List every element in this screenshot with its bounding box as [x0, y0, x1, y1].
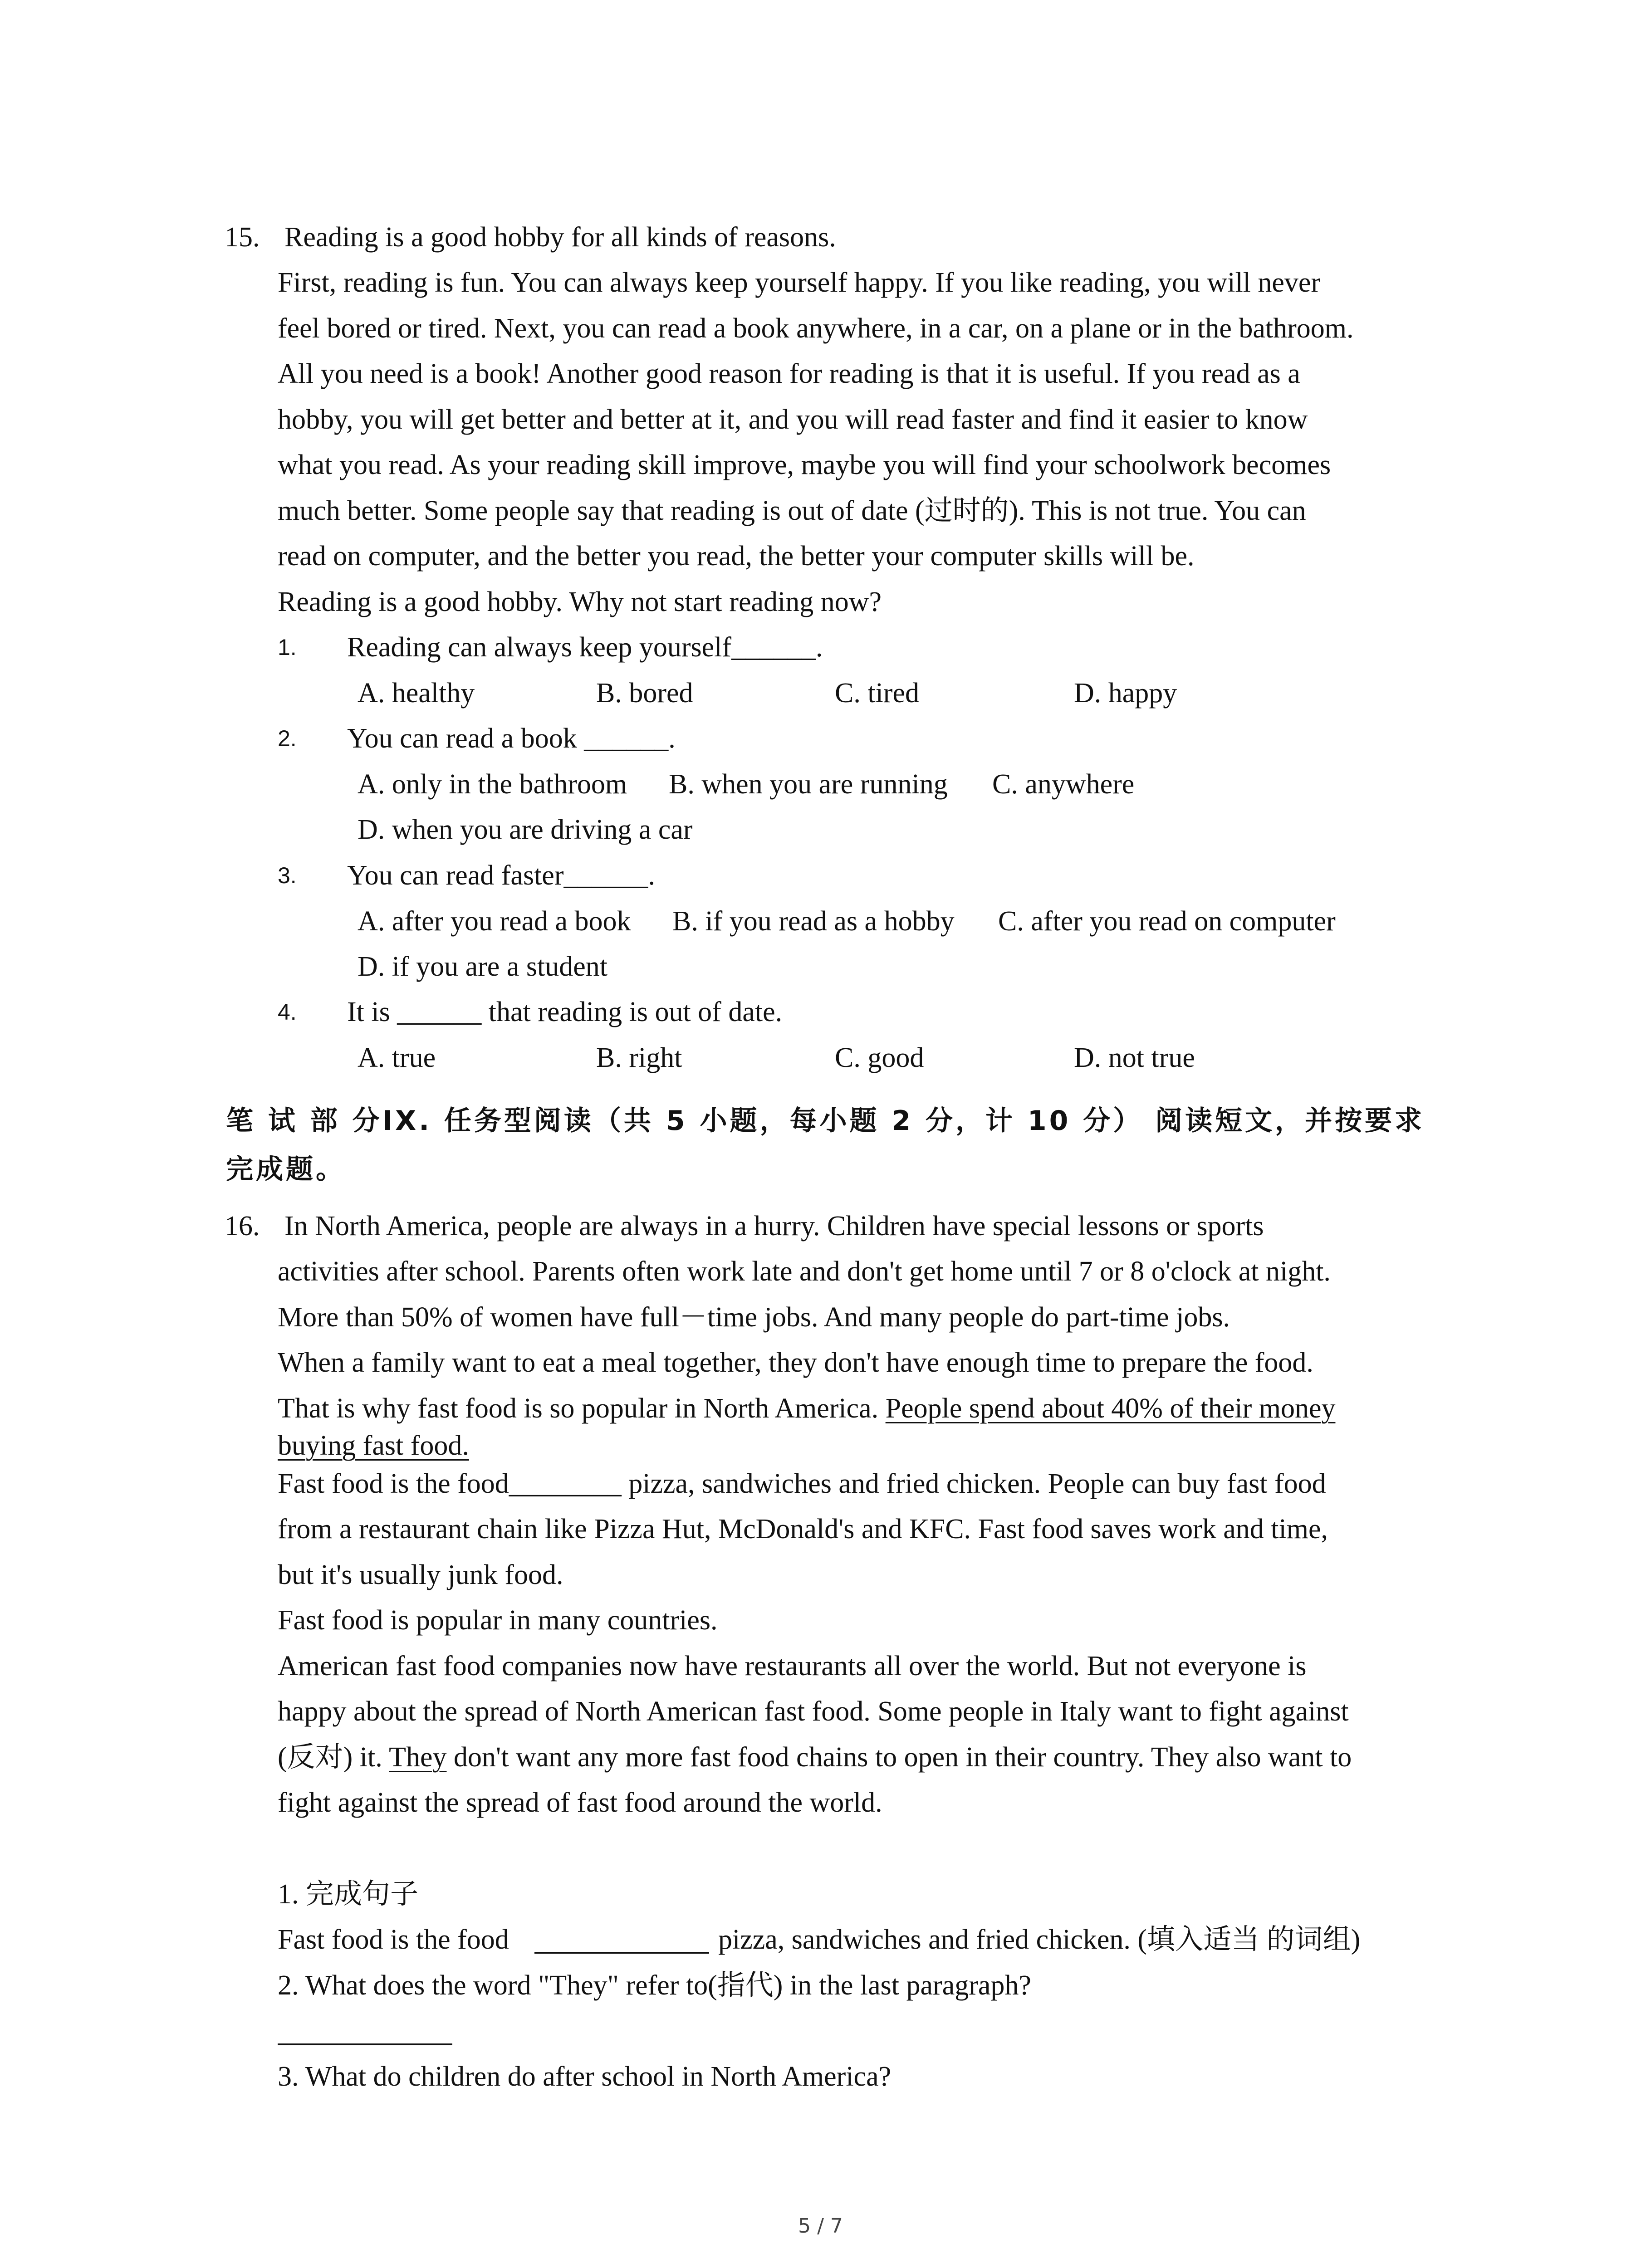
q16-passage-line: but it's usually junk food.: [278, 1559, 563, 1590]
q15-passage-line: hobby, you will get better and better at it, and you will read faster and find it easier to know: [278, 404, 1308, 435]
q16-passage-line: Fast food is the food________ pizza, sandwiches and fried chicken. People can buy fast food: [278, 1468, 1326, 1499]
q15-sub3-option-c: C. after you read on computer: [998, 906, 1336, 937]
q16-passage-line: More than 50% of women have full－time jobs. And many people do part-time jobs.: [278, 1302, 1230, 1333]
q15-passage-line: Reading is a good hobby. Why not start reading now?: [278, 587, 882, 617]
q16-passage-text: That is why fast food is so popular in North America.: [278, 1393, 879, 1424]
q15-sub2-option-a: A. only in the bathroom: [358, 769, 627, 800]
page-number: 5 / 7: [798, 2214, 843, 2238]
q16-passage-line: [278, 1394, 1335, 1422]
q16-passage-line: Fast food is popular in many countries.: [278, 1605, 718, 1636]
q15-passage-line: read on computer, and the better you read, the better your computer skills will be.: [278, 541, 1195, 572]
q15-sub4-option-a: A. true: [358, 1042, 436, 1073]
section-header-cont: 完成题。: [226, 1154, 346, 1185]
q15-sub1-option-d: D. happy: [1074, 678, 1177, 709]
task-1-sentence-start: Fast food is the food: [278, 1924, 509, 1955]
q15-sub4-option-b: B. right: [596, 1042, 682, 1073]
q15-sub4-number: 4.: [278, 999, 297, 1025]
q16-passage-line: [278, 1743, 1352, 1771]
task-1-sentence-end: pizza, sandwiches and fried chicken. (填入适当 的词组): [718, 1924, 1361, 1955]
q15-sub1-option-b: B. bored: [596, 678, 693, 709]
q15-sub2-number: 2.: [278, 726, 297, 751]
q15-sub4-option-c: C. good: [835, 1042, 924, 1073]
q16-passage-line: American fast food companies now have restaurants all over the world. But not everyone is: [278, 1651, 1307, 1681]
q16-underlined-sentence: People spend about 40% of their money: [885, 1393, 1336, 1424]
q15-sub4-option-d: D. not true: [1074, 1042, 1195, 1073]
q16-underlined-sentence-cont: buying fast food.: [278, 1430, 469, 1461]
task-1-answer-blank[interactable]: [534, 1952, 709, 1954]
task-1-title: 1. 完成句子: [278, 1879, 419, 1910]
q16-passage-line: When a family want to eat a meal together, they don't have enough time to prepare the food.: [278, 1347, 1313, 1378]
q15-passage-line: feel bored or tired. Next, you can read a book anywhere, in a car, on a plane or in the bathroom.: [278, 313, 1354, 344]
q15-sub1-option-c: C. tired: [835, 678, 919, 709]
q16-passage-text: (反对) it.: [278, 1742, 382, 1773]
q16-passage-line: happy about the spread of North American fast food. Some people in Italy want to fight against: [278, 1696, 1349, 1727]
q15-sub1-option-a: A. healthy: [358, 678, 475, 709]
q16-passage-line: fight against the spread of fast food around the world.: [278, 1787, 882, 1818]
q15-passage-line: Reading is a good hobby for all kinds of reasons.: [284, 222, 836, 253]
q15-sub3-option-d: D. if you are a student: [358, 951, 607, 982]
q16-underlined-they: They: [389, 1742, 447, 1773]
q15-sub4-text: It is ______ that reading is out of date.: [347, 997, 783, 1027]
q15-passage-line: First, reading is fun. You can always keep yourself happy. If you like reading, you will never: [278, 267, 1321, 298]
q15-sub2-option-c: C. anywhere: [992, 769, 1135, 800]
q15-sub1-text: Reading can always keep yourself______.: [347, 632, 823, 663]
q16-passage-line: activities after school. Parents often work late and don't get home until 7 or 8 o'clock at night.: [278, 1256, 1331, 1287]
q15-sub3-number: 3.: [278, 863, 297, 888]
section-header: 笔 试 部 分IX. 任务型阅读（共 5 小题，每小题 2 分，计 10 分） 阅读短文，并按要求: [226, 1105, 1425, 1137]
q15-sub3-text: You can read faster______.: [347, 860, 655, 891]
q15-passage-line: what you read. As your reading skill improve, maybe you will find your schoolwork becomes: [278, 450, 1331, 480]
task-2-answer-blank[interactable]: [278, 2043, 452, 2045]
q15-passage-line: much better. Some people say that reading is out of date (过时的). This is not true. You can: [278, 495, 1306, 526]
q15-sub2-option-d: D. when you are driving a car: [358, 814, 693, 845]
q16-passage-line: In North America, people are always in a hurry. Children have special lessons or sports: [284, 1211, 1264, 1242]
question-16-number: 16.: [225, 1211, 260, 1242]
q16-passage-line: [278, 1432, 469, 1460]
task-3-question: 3. What do children do after school in North America?: [278, 2061, 892, 2092]
q16-passage-line: from a restaurant chain like Pizza Hut, McDonald's and KFC. Fast food saves work and time,: [278, 1514, 1328, 1545]
q15-passage-line: All you need is a book! Another good reason for reading is that it is useful. If you read as a: [278, 358, 1300, 389]
q15-sub3-option-b: B. if you read as a hobby: [672, 906, 955, 937]
task-2-question: 2. What does the word "They" refer to(指代) in the last paragraph?: [278, 1970, 1031, 2001]
q16-passage-text: don't want any more fast food chains to open in their country. They also want to: [446, 1742, 1352, 1773]
q15-sub2-option-b: B. when you are running: [669, 769, 948, 800]
q15-sub1-number: 1.: [278, 635, 297, 660]
q15-sub2-text: You can read a book ______.: [347, 723, 676, 754]
q15-sub3-option-a: A. after you read a book: [358, 906, 631, 937]
question-15-number: 15.: [225, 222, 260, 253]
